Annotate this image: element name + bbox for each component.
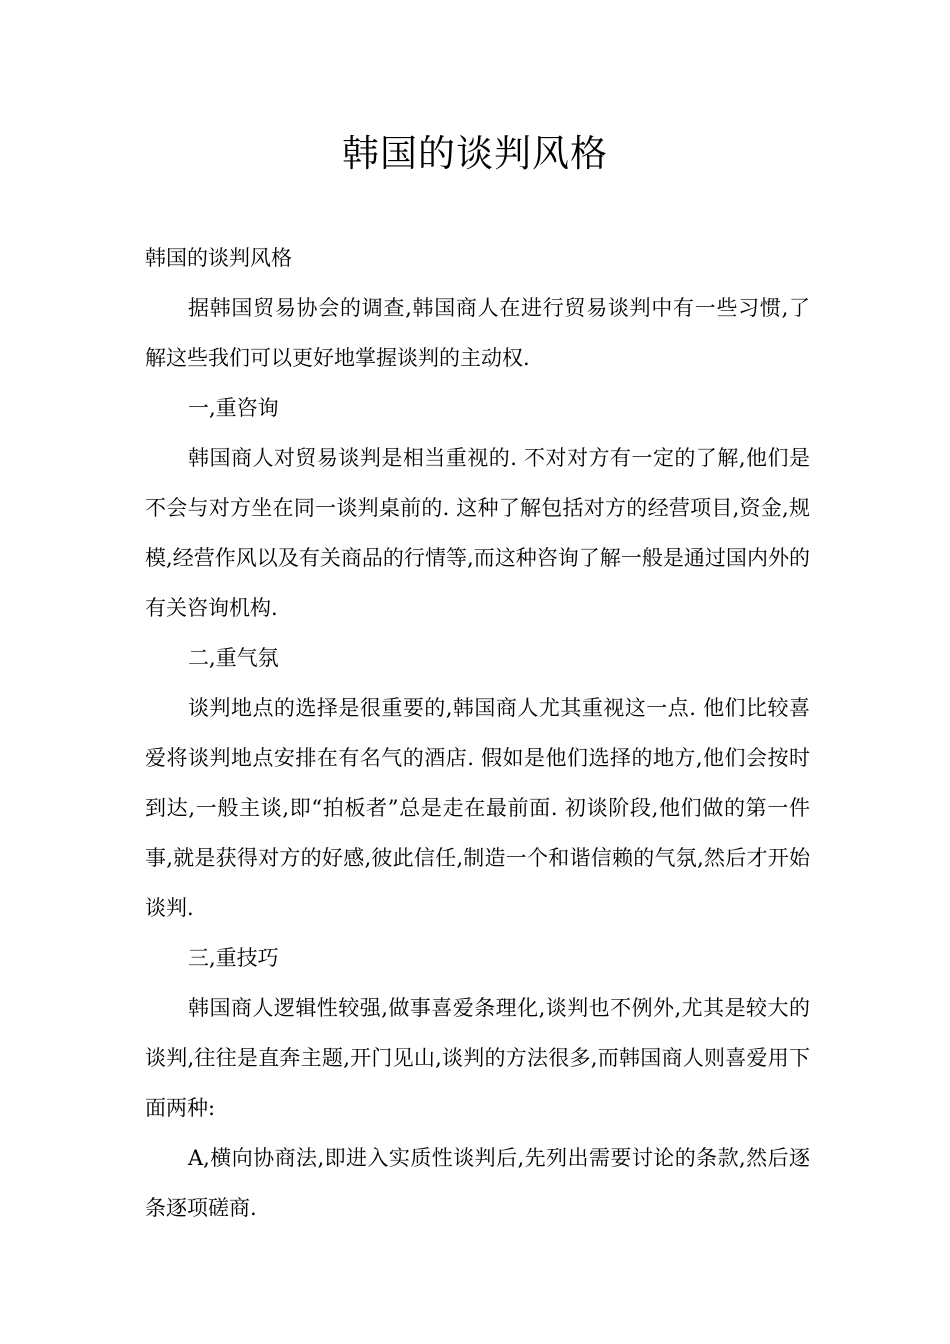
document-title: 韩国的谈判风格: [342, 132, 608, 175]
heading-technique: 三,重技巧: [188, 946, 279, 970]
section-heading: 韩国的谈判风格: [145, 246, 292, 270]
heading-consulting: 一,重咨询: [188, 396, 279, 420]
paragraph-atmosphere: 谈判地点的选择是很重要的,韩国商人尤其重视这一点. 他们比较喜爱将谈判地点安排在有名气的酒店. 假如是他们选择的地方,他们会按时到达,一般主谈,即“拍板者”总是走在最前面. 初谈阶段,他们做的第一件事,就是获得对方的好感,彼此信任,制造一个和谐信赖的气氛,然后才开始谈判.: [145, 696, 810, 920]
paragraph-consulting: 韩国商人对贸易谈判是相当重视的. 不对对方有一定的了解,他们是不会与对方坐在同一谈判桌前的. 这种了解包括对方的经营项目,资金,规模,经营作风以及有关商品的行情等,而这种咨询了解一般是通过国内外的有关咨询机构.: [145, 446, 810, 620]
document-body: [145, 233, 810, 1233]
paragraph-intro: 据韩国贸易协会的调查,韩国商人在进行贸易谈判中有一些习惯,了解这些我们可以更好地掌握谈判的主动权.: [145, 296, 810, 370]
paragraph-method-a: A,横向协商法,即进入实质性谈判后,先列出需要讨论的条款,然后逐条逐项磋商.: [145, 1146, 810, 1220]
paragraph-technique: 韩国商人逻辑性较强,做事喜爱条理化,谈判也不例外,尤其是较大的谈判,往往是直奔主题,开门见山,谈判的方法很多,而韩国商人则喜爱用下面两种:: [145, 996, 810, 1120]
heading-atmosphere: 二,重气氛: [188, 646, 279, 670]
